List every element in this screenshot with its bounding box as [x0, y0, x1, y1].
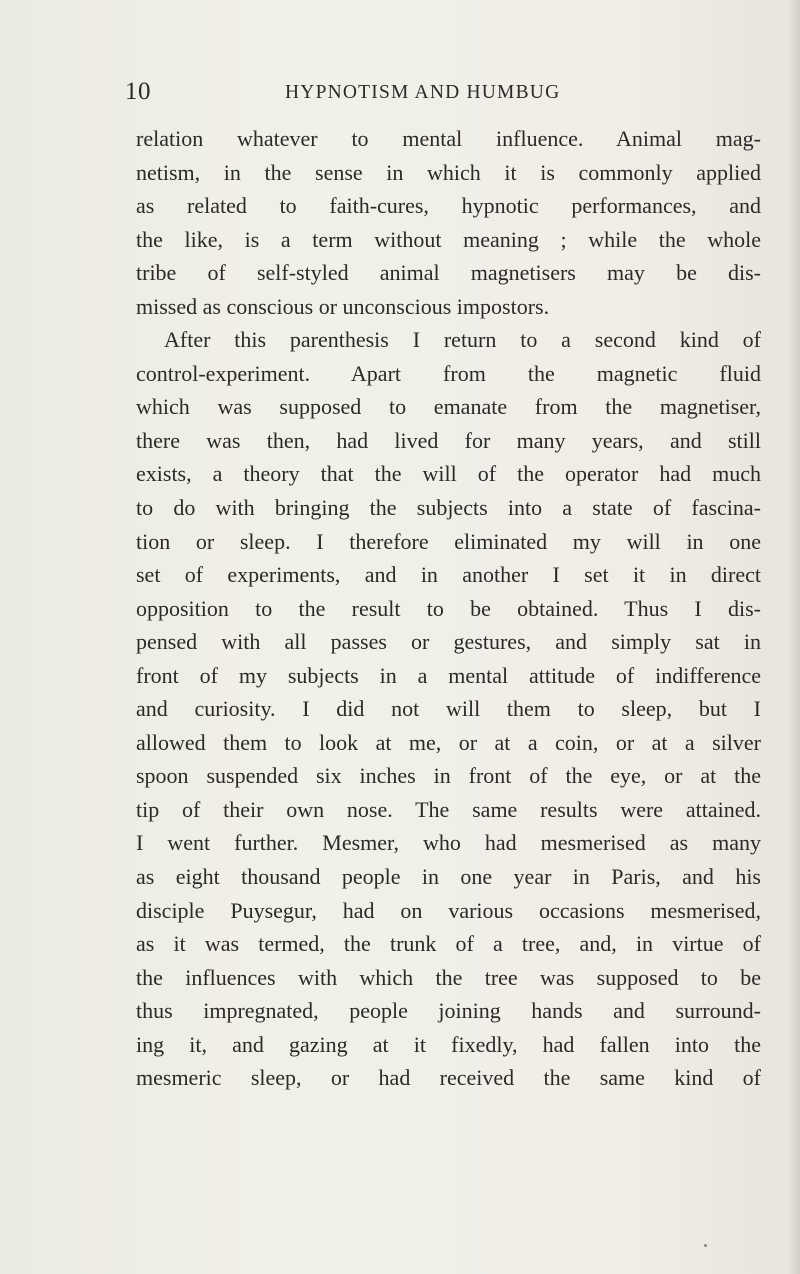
text-line: front of my subjects in a mental attitude of indifference [136, 662, 761, 688]
running-head: HYPNOTISM AND HUMBUG [285, 82, 561, 103]
text-line: ing it, and gazing at it fixedly, had fallen into the [136, 1031, 761, 1057]
body-text [136, 122, 761, 1095]
text-line: tip of their own nose. The same results were attained. [136, 796, 761, 822]
text-line: exists, a theory that the will of the operator had much [136, 461, 761, 487]
text-line: mesmeric sleep, or had received the same kind of [136, 1065, 761, 1091]
text-line: thus impregnated, people joining hands and surround- [136, 998, 761, 1024]
text-line: missed as conscious or unconscious impostors. [136, 293, 550, 319]
paper-speck [704, 1244, 707, 1247]
text-line: disciple Puysegur, had on various occasions mesmerised, [136, 897, 761, 923]
text-line: and curiosity. I did not will them to sleep, but I [136, 696, 761, 722]
text-line: set of experiments, and in another I set it in direct [136, 562, 761, 588]
text-line: control-experiment. Apart from the magnetic fluid [136, 360, 761, 386]
text-line: I went further. Mesmer, who had mesmerised as many [136, 830, 761, 856]
text-line: as eight thousand people in one year in Paris, and his [136, 864, 761, 890]
text-line: netism, in the sense in which it is commonly applied [136, 159, 761, 185]
text-line: allowed them to look at me, or at a coin, or at a silver [136, 729, 761, 755]
text-line: relation whatever to mental influence. Animal mag- [136, 126, 761, 151]
text-line: spoon suspended six inches in front of the eye, or at the [136, 763, 761, 789]
text-line: there was then, had lived for many years, and still [136, 427, 761, 453]
page-edge-shadow [788, 0, 800, 1274]
text-line: the influences with which the tree was supposed to be [136, 964, 761, 990]
text-line: tion or sleep. I therefore eliminated my will in one [136, 528, 761, 554]
text-line: opposition to the result to be obtained. Thus I dis- [136, 595, 761, 621]
text-line: After this parenthesis I return to a second kind of [164, 327, 761, 353]
text-line: pensed with all passes or gestures, and simply sat in [136, 629, 761, 655]
text-line: tribe of self-styled animal magnetisers may be dis- [136, 260, 761, 286]
text-line: which was supposed to emanate from the magnetiser, [136, 394, 761, 420]
page-header [0, 78, 800, 108]
text-line: the like, is a term without meaning ; while the whole [136, 226, 761, 252]
page-number: 10 [125, 78, 151, 105]
text-line: as it was termed, the trunk of a tree, and, in virtue of [136, 931, 761, 957]
text-line: to do with bringing the subjects into a state of fascina- [136, 495, 761, 521]
text-line: as related to faith-cures, hypnotic performances, and [136, 193, 761, 219]
